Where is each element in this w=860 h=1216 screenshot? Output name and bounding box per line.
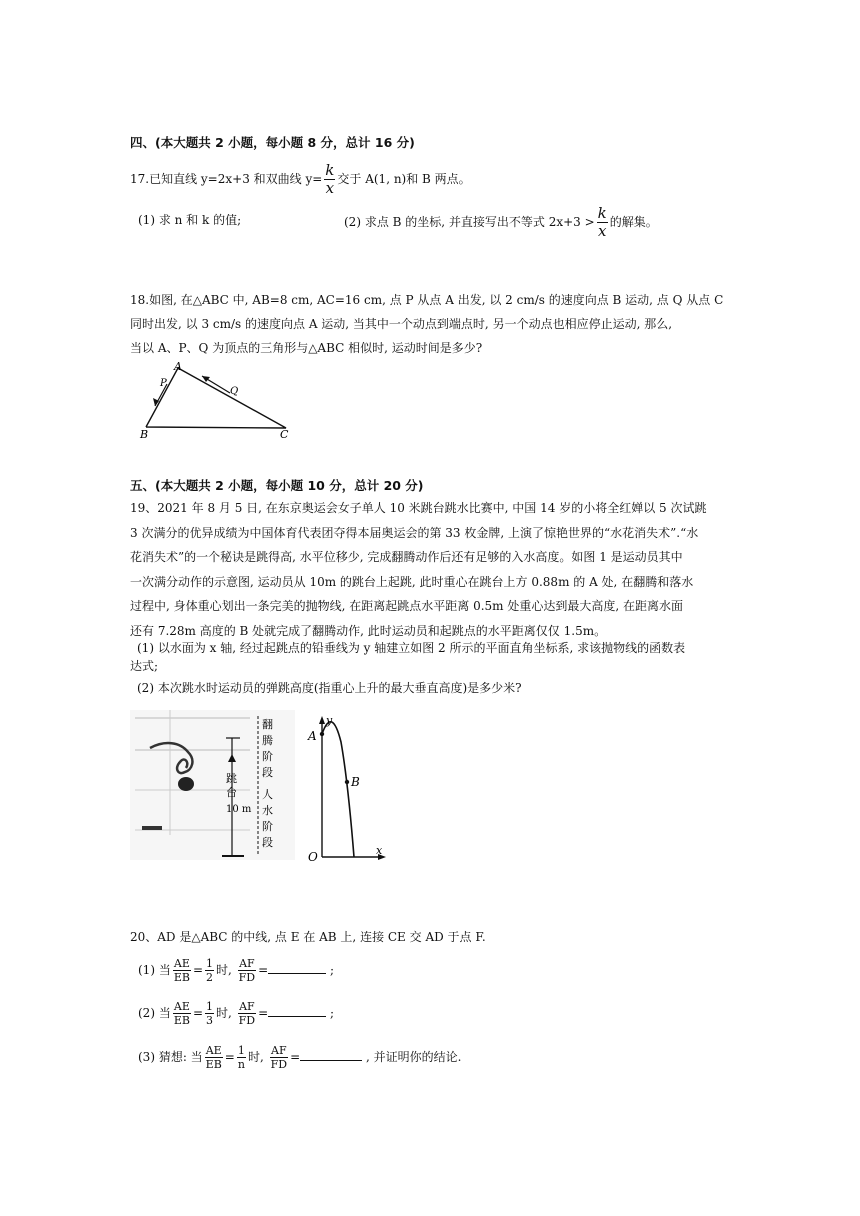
equals: = <box>290 1050 301 1064</box>
stage-1-char-2: 腾 <box>262 734 273 747</box>
frac-num: AE <box>205 1044 222 1057</box>
q20-item-3-ratio-ae-eb <box>205 1044 223 1071</box>
section-4-heading: 四、(本大题共 2 小题，每小题 8 分，总计 16 分) <box>130 135 415 150</box>
frac-den: FD <box>238 1014 256 1027</box>
stage-2-char-3: 阶 <box>262 820 273 833</box>
stage-1-char-1: 翻 <box>262 718 273 731</box>
frac-num: AF <box>271 1044 287 1057</box>
q17-part2-fraction <box>597 205 608 240</box>
q18-line-3: 当以 A、P、Q 为顶点的三角形与△ABC 相似时, 运动时间是多少? <box>130 341 483 355</box>
label-o: O <box>308 850 318 862</box>
platform-label-1: 跳 <box>226 772 237 785</box>
q20-item-3-prefix: (3) 猜想: 当 <box>138 1050 203 1064</box>
q19-part2: (2) 本次跳水时运动员的弹跳高度(指重心上升的最大垂直高度)是多少米? <box>137 681 522 695</box>
q19-figure-1 <box>130 710 295 860</box>
q20-item-3-mid: 时, <box>247 1050 264 1064</box>
q19-part1a: (1) 以水面为 x 轴, 经过起跳点的铅垂线为 y 轴建立如图 2 所示的平面直角坐标系, 求该抛物线的函数表 <box>137 641 686 655</box>
equals: = <box>192 1006 204 1020</box>
frac-num: AF <box>239 957 255 970</box>
platform-edge <box>142 826 162 830</box>
section-5-heading: 五、(本大题共 2 小题，每小题 10 分，总计 20 分) <box>130 478 424 493</box>
label-c: C <box>280 428 289 441</box>
frac-den: n <box>237 1058 245 1071</box>
frac-den: FD <box>238 971 256 984</box>
q19-part1b: 达式; <box>130 659 159 673</box>
q20-stem: 20、AD 是△ABC 的中线, 点 E 在 AB 上, 连接 CE 交 AD 于点 F. <box>130 930 486 944</box>
frac-num: AE <box>173 1000 190 1013</box>
stage-2-char-1: 人 <box>262 788 273 801</box>
point-a <box>320 732 324 736</box>
label-b: B <box>351 775 360 789</box>
q17-part2-a: (2) 求点 B 的坐标, 并直接写出不等式 2x+3 > <box>344 215 595 229</box>
q17-fraction-k-over-x <box>324 162 335 197</box>
q17-part2-frac-num: k <box>597 204 607 222</box>
frac-den: 3 <box>206 1014 214 1027</box>
q19-figure-2 <box>300 712 390 862</box>
label-a: A <box>174 360 182 373</box>
triangle-abc <box>146 368 286 428</box>
q17-stem-b: 交于 A(1, n)和 B 两点。 <box>337 172 471 186</box>
q20-item-3 <box>138 1044 461 1071</box>
q19-line-5: 过程中, 身体重心划出一条完美的抛物线, 在距离起跳点水平距离 0.5m 处重心达到最大高度, 在距离水面 <box>130 599 683 613</box>
q20-item-1-ratio-value <box>205 957 214 984</box>
frac-den: EB <box>173 971 190 984</box>
frac-den: EB <box>173 1014 190 1027</box>
equals: = <box>192 963 204 977</box>
equals: = <box>258 1006 269 1020</box>
q20-item-3-answer-blank[interactable] <box>300 1050 362 1061</box>
q19-line-6: 还有 7.28m 高度的 B 处就完成了翻腾动作, 此时运动员和起跳点的水平距离仅仅 1.5m。 <box>130 624 607 638</box>
q17-frac-num: k <box>325 161 335 179</box>
q17-stem-a: 17.已知直线 y=2x+3 和双曲线 y= <box>130 172 323 186</box>
q20-item-2-suffix: ; <box>330 1006 335 1020</box>
label-q: Q <box>230 386 239 397</box>
q20-item-2-answer-blank[interactable] <box>268 1006 326 1017</box>
stage-2-char-4: 段 <box>262 836 273 849</box>
q18-line-1: 18.如图, 在△ABC 中, AB=8 cm, AC=16 cm, 点 P 从点 A 出发, 以 2 cm/s 的速度向点 B 运动, 点 Q 从点 C <box>130 293 724 307</box>
q17-stem <box>130 162 471 197</box>
q20-item-1-mid: 时, <box>216 963 232 977</box>
q18-line-2: 同时出发, 以 3 cm/s 的速度向点 A 运动, 当其中一个动点到端点时, 另一个动点也相应停止运动, 那么, <box>130 317 673 331</box>
q20-item-2-prefix: (2) 当 <box>138 1006 171 1020</box>
frac-den: 2 <box>206 971 214 984</box>
frac-den: FD <box>270 1058 288 1071</box>
frac-den: EB <box>205 1058 222 1071</box>
q17-part2-frac-den: x <box>597 222 607 240</box>
q20-item-1-ratio-ae-eb <box>173 957 191 984</box>
q17-part2-b: 的解集。 <box>609 215 658 229</box>
q19-line-4: 一次满分动作的示意图, 运动员从 10m 的跳台上起跳, 此时重心在跳台上方 0.88m 的 A 处, 在翻腾和落水 <box>130 575 694 589</box>
equals: = <box>258 963 269 977</box>
q19-line-3: 花消失术”的一个秘诀是跳得高, 水平位移少, 完成翻腾动作后还有足够的入水高度。如图 1 是运动员其中 <box>130 550 683 564</box>
q20-item-2-ratio-ae-eb <box>173 1000 191 1027</box>
frac-num: AE <box>173 957 190 970</box>
q20-item-3-ratio-af-fd <box>270 1044 288 1071</box>
q17-part1: (1) 求 n 和 k 的值; <box>138 213 242 227</box>
y-axis-arrow <box>319 716 325 724</box>
height-label: 10 m <box>226 804 252 815</box>
label-y: y <box>326 714 333 727</box>
frac-num: 1 <box>206 1000 214 1013</box>
parabola-curve <box>322 722 354 857</box>
point-b <box>345 780 349 784</box>
q20-item-3-suffix: , 并证明你的结论. <box>365 1050 462 1064</box>
q19-line-1: 19、2021 年 8 月 5 日, 在东京奥运会女子单人 10 米跳台跳水比赛中, 中国 14 岁的小将全红婵以 5 次试跳 <box>130 501 707 515</box>
q20-item-2-ratio-af-fd <box>238 1000 256 1027</box>
q20-item-2 <box>138 1000 334 1027</box>
label-b: B <box>140 428 149 441</box>
q17-frac-den: x <box>325 179 335 197</box>
q20-item-2-ratio-value <box>205 1000 214 1027</box>
stage-1-char-4: 段 <box>262 766 273 779</box>
label-a: A <box>308 729 317 743</box>
q20-item-1-ratio-af-fd <box>238 957 256 984</box>
q20-item-1-suffix: ; <box>330 963 335 977</box>
label-x: x <box>376 844 383 857</box>
q20-item-3-ratio-value <box>237 1044 246 1071</box>
stage-2-char-2: 水 <box>262 804 273 817</box>
label-p: P <box>160 378 167 389</box>
frac-num: 1 <box>237 1044 245 1057</box>
platform-label-2: 台 <box>226 786 237 799</box>
equals: = <box>224 1050 235 1064</box>
stage-1-char-3: 阶 <box>262 750 273 763</box>
q19-line-2: 3 次满分的优异成绩为中国体育代表团夺得本届奥运会的第 33 枚金牌, 上演了惊艳世界的“水花消失术”.“水 <box>130 526 699 540</box>
q20-item-1 <box>138 957 334 984</box>
q20-item-1-answer-blank[interactable] <box>268 963 326 974</box>
arrow-q-head <box>202 376 210 382</box>
q20-item-2-mid: 时, <box>216 1006 232 1020</box>
frac-num: AF <box>239 1000 255 1013</box>
diver-body <box>178 777 194 791</box>
q18-triangle-figure <box>130 360 300 442</box>
q20-item-1-prefix: (1) 当 <box>138 963 171 977</box>
q17-part2 <box>344 205 658 240</box>
frac-num: 1 <box>206 957 214 970</box>
